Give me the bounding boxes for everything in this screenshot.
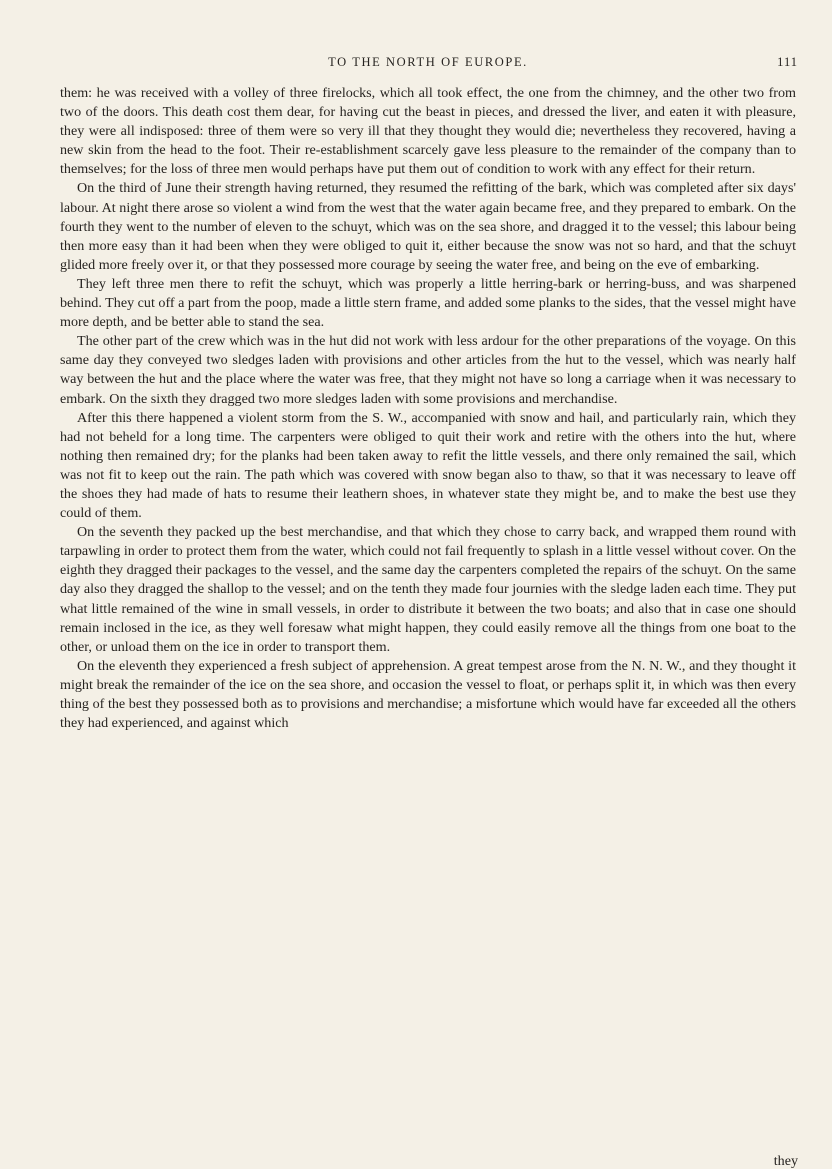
paragraph-6: On the seventh they packed up the best merchandise, and that which they chose to carry back, and wrapped them round with tarpawling in order to protect them from the water, which could not fail frequently to splash in a little vessel without cover. On the eighth they dragged their packages to the vessel, and the same day the carpenters completed the repairs of the schuyt. On the same day also they dragged the shallop to the vessel; and on the tenth they made four journies with the sledge laden each time. They put what little remained of the wine in small vessels, in order to distribute it between the two boats; and also that in case one should remain inclosed in the ice, as they well foresaw what might happen, they could easily remove all the things from one boat to the other, or unload them on the ice in order to transport them. [60,524,796,655]
page-header [58,52,798,72]
paragraph-2: On the third of June their strength having returned, they resumed the refitting of the bark, which was completed after six days' labour. At night there arose so violent a wind from the west that the water again became free, and they prepared to embark. On the fourth they went to the number of eleven to the schuyt, which was on the sea shore, and dragged it to the vessel; this labour being then more easy than it had been when they were obliged to quit it, either because the snow was not so hard, and that the schuyt glided more freely over it, or that they possessed more courage by seeing the water free, and being on the eve of embarking. [60,180,796,273]
paragraph-7: On the eleventh they experienced a fresh subject of apprehension. A great tempest arose from the N. N. W., and they thought it might break the remainder of the ice on the sea shore, and occasion the vessel to float, or perhaps split it, in which was then every thing of the best they possessed both as to provisions and merchandise; a misfortune which would have far exceeded all the others they had experienced, and against which [60,657,796,732]
page-number: 111 [777,55,798,69]
catchword: they [773,1153,798,1169]
paragraph-1: them: he was received with a volley of three firelocks, which all took effect, the one from the chimney, and the other two from two of the doors. This death cost them dear, for having cut the beast in pieces, and dressed the liver, and eaten it with pleasure, they were all indisposed: three of them were so very ill that they thought they would die; nevertheless they recovered, having a new skin from the head to the foot. Their re-establishment scarcely gave less pleasure to the remainder of the company than to themselves; for the loss of three men would perhaps have put them out of condition to work with any effect for their return. [60,85,796,178]
running-head: TO THE NORTH OF EUROPE. [328,55,528,69]
paragraph-4: The other part of the crew which was in the hut did not work with less ardour for the other preparations of the voyage. On this same day they conveyed two sledges laden with provisions and other articles from the hut to the vessel, which was nearly half way between the hut and the place where the water was free, that they might not have so long a carriage when it was necessary to embark. On the sixth they dragged two more sledges laden with some provisions and merchandise. [60,333,796,407]
paragraph-3: They left three men there to refit the schuyt, which was properly a little herring-bark or herring-buss, and was sharpened behind. They cut off a part from the poop, made a little stern frame, and added some planks to the sides, that the vessel might have more depth, and be better able to stand the sea. [60,275,796,331]
body-text [60,84,796,733]
paragraph-5: After this there happened a violent storm from the S. W., accompanied with snow and hail, and particularly rain, which they had not beheld for a long time. The carpenters were obliged to quit their work and retire with the others into the hut, where nothing then remained dry; for the planks had been taken away to refit the little vessels, and there only remained the sail, which was not fit to keep out the rain. The path which was covered with snow began also to thaw, so that it was necessary to leave off the shoes they had made of hats to resume their leathern shoes, in whatever state they might be, and to make the best use they could of them. [60,409,796,522]
